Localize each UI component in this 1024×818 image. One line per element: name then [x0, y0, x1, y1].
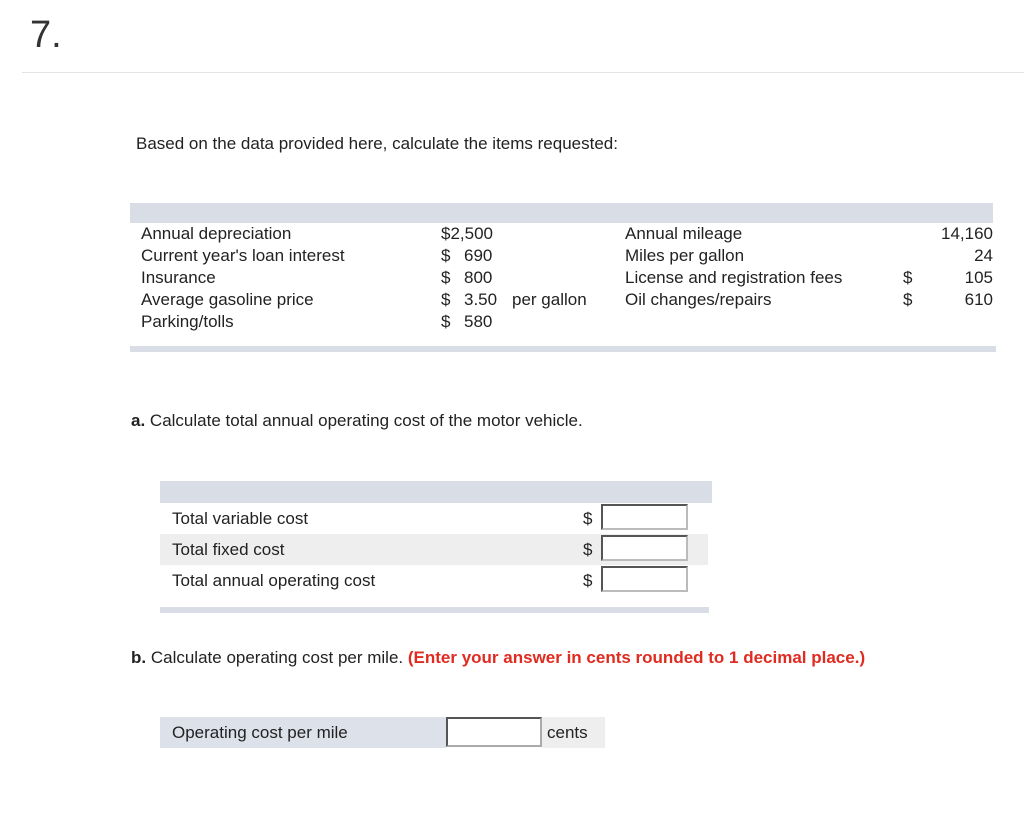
dollar-sign: $ [583, 509, 593, 528]
cost-value: 800 [464, 268, 493, 287]
dollar-sign: $ [441, 246, 451, 265]
part-b-instruction: (Enter your answer in cents rounded to 1 decimal place.) [407, 648, 866, 667]
usage-value: 14,160 [941, 224, 993, 243]
total-annual-operating-cost-input[interactable] [601, 566, 688, 592]
part-b-prompt [131, 648, 865, 668]
divider [22, 72, 1024, 73]
dollar-sign: $ [441, 312, 451, 331]
table-row [130, 267, 993, 289]
usage-value: 24 [974, 246, 993, 265]
table-row [130, 245, 993, 267]
dollar-sign: $ [441, 290, 451, 309]
part-a-text: Calculate total annual operating cost of the motor vehicle. [149, 411, 583, 430]
table-row [130, 223, 993, 245]
answer-row-fixed [160, 534, 708, 565]
answer-label: Operating cost per mile [172, 723, 348, 742]
dollar-sign: $ [583, 571, 593, 590]
unit-label: per gallon [512, 290, 587, 309]
part-a-prompt [131, 411, 583, 431]
part-b-letter: b. [131, 648, 147, 667]
data-table-footer [130, 346, 996, 352]
table-row [130, 289, 993, 311]
cost-value: 690 [464, 246, 493, 265]
answer-table-footer [160, 607, 709, 613]
unit-label: cents [547, 723, 588, 742]
cost-value: 580 [464, 312, 493, 331]
answer-row-variable [160, 503, 708, 534]
answer-row-total [160, 565, 708, 596]
dollar-sign: $ [903, 268, 913, 287]
part-b-text: Calculate operating cost per mile. [150, 648, 404, 667]
cost-label: Parking/tolls [141, 312, 234, 331]
unit-cell [542, 717, 605, 748]
cost-value: $2,500 [441, 224, 493, 243]
cost-label: Insurance [141, 268, 216, 287]
question-intro: Based on the data provided here, calculate the items requested: [136, 134, 618, 153]
dollar-sign: $ [903, 290, 913, 309]
question-number: 7. [30, 14, 62, 56]
usage-value: 610 [964, 290, 993, 309]
part-a-letter: a. [131, 411, 146, 430]
answer-label: Total fixed cost [172, 540, 285, 559]
usage-label: License and registration fees [625, 268, 843, 287]
answer-label: Total annual operating cost [172, 571, 376, 590]
dollar-sign: $ [583, 540, 593, 559]
usage-label: Miles per gallon [625, 246, 745, 265]
table-row [130, 311, 993, 333]
cost-label: Current year's loan interest [141, 246, 345, 265]
total-variable-cost-input[interactable] [601, 504, 688, 530]
data-table [130, 223, 993, 346]
usage-value: 105 [964, 268, 993, 287]
usage-label: Oil changes/repairs [625, 290, 772, 309]
cost-label: Average gasoline price [141, 290, 314, 309]
cost-value: 3.50 [464, 290, 498, 309]
cost-label: Annual depreciation [141, 224, 292, 243]
data-table-header [130, 203, 993, 223]
answer-row-per-mile [160, 717, 446, 748]
total-fixed-cost-input[interactable] [601, 535, 688, 561]
usage-label: Annual mileage [625, 224, 743, 243]
answer-table-header [160, 481, 712, 503]
answer-label: Total variable cost [172, 509, 309, 528]
dollar-sign: $ [441, 268, 451, 287]
operating-cost-per-mile-input[interactable] [446, 717, 542, 747]
